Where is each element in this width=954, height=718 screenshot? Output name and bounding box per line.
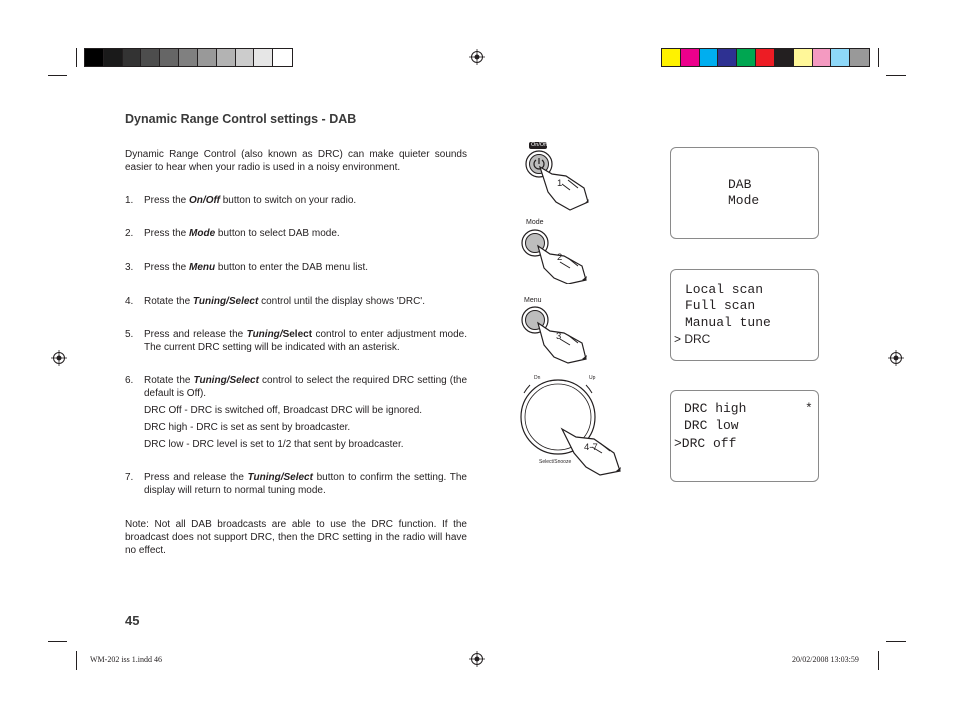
step-number: 7. bbox=[125, 472, 134, 483]
step-number: 1. bbox=[125, 195, 134, 206]
crop-mark bbox=[886, 75, 906, 76]
lcd-line: DRC low bbox=[684, 418, 739, 433]
hand-press-icon bbox=[520, 228, 592, 284]
dial-select-label: Select/Snooze bbox=[539, 459, 572, 465]
lcd-line: Full scan bbox=[685, 298, 756, 313]
footer-timestamp: 20/02/2008 13:03:59 bbox=[792, 655, 859, 664]
step-3: 3. Press the Menu button to enter the DAB menu list. bbox=[125, 262, 369, 273]
onoff-label: On/Off bbox=[531, 142, 548, 148]
step-6: 6. Rotate the Tuning/Select control to select the required DRC setting (the default is Off). bbox=[125, 375, 468, 399]
step-7: 7. Press and release the Tuning/Select button to confirm the setting. The display will return to normal tuning mode. bbox=[125, 472, 467, 496]
drc-option-high: DRC high - DRC is set as sent by broadcaster. bbox=[144, 422, 351, 433]
footer-file-name: WM-202 iss 1.indd 46 bbox=[90, 655, 162, 664]
intro-paragraph: Dynamic Range Control (also known as DRC) can make quieter sounds easier to hear when your radio is used in a noisy environment. bbox=[125, 149, 467, 173]
crop-mark bbox=[878, 651, 879, 670]
lcd-line: Mode bbox=[728, 193, 760, 208]
step-2: 2. Press the Mode button to select DAB mode. bbox=[125, 228, 340, 239]
step-number: 6. bbox=[125, 375, 134, 386]
step-1: 1. Press the On/Off button to switch on your radio. bbox=[125, 195, 357, 206]
dial-up-label: Up bbox=[589, 375, 596, 381]
step-number: 3. bbox=[125, 262, 134, 273]
registration-mark-icon bbox=[469, 651, 485, 667]
step-5: 5. Press and release the Tuning/Select control to enter adjustment mode. The current DRC setting will be indicated with an asterisk. bbox=[125, 329, 467, 353]
registration-mark-icon bbox=[469, 49, 485, 65]
drc-option-off: DRC Off - DRC is switched off, Broadcast DRC will be ignored. bbox=[144, 405, 423, 416]
crop-mark bbox=[76, 48, 77, 67]
crop-mark bbox=[48, 75, 67, 76]
mode-label: Mode bbox=[526, 219, 544, 226]
lcd-line-selected: > DRC bbox=[674, 332, 711, 346]
step-4: 4. Rotate the Tuning/Select control until the display shows 'DRC'. bbox=[125, 296, 425, 307]
lcd-line-selected: >DRC off bbox=[674, 436, 737, 451]
page-number: 45 bbox=[125, 613, 140, 628]
crop-mark bbox=[76, 651, 77, 670]
registration-mark-icon bbox=[888, 350, 904, 366]
lcd-line: Manual tune bbox=[685, 315, 771, 330]
note-paragraph: Note: Not all DAB broadcasts are able to use the DRC function. If the broadcast does not support DRC, then the DRC setting in the radio will have no effect. bbox=[125, 519, 467, 556]
dial-hand-icon bbox=[518, 375, 630, 477]
step-number: 2. bbox=[125, 228, 134, 239]
lcd-display-menu bbox=[670, 269, 819, 361]
crop-mark bbox=[886, 641, 906, 642]
drc-option-low: DRC low - DRC level is set to 1/2 that sent by broadcaster. bbox=[144, 439, 404, 450]
menu-label: Menu bbox=[524, 297, 542, 304]
step-number: 4. bbox=[125, 296, 134, 307]
lcd-display-drc bbox=[670, 390, 819, 482]
lcd-line: Local scan bbox=[685, 282, 764, 297]
section-heading: Dynamic Range Control settings - DAB bbox=[125, 112, 357, 126]
step-marker: 2 bbox=[557, 252, 563, 263]
step-number: 5. bbox=[125, 329, 134, 340]
grey-calibration-bar bbox=[84, 48, 293, 67]
registration-mark-icon bbox=[51, 350, 67, 366]
lcd-display-dab-mode bbox=[670, 147, 819, 239]
crop-mark bbox=[48, 641, 67, 642]
step-marker: 1 bbox=[557, 178, 563, 189]
hand-press-icon bbox=[522, 140, 592, 212]
dial-down-label: Dn bbox=[534, 375, 541, 381]
step-marker: 3 bbox=[556, 331, 562, 342]
lcd-asterisk: * bbox=[805, 401, 813, 416]
lcd-line: DRC high bbox=[684, 401, 747, 416]
lcd-line: DAB bbox=[728, 177, 752, 192]
step-marker: 4-7 bbox=[584, 442, 598, 453]
crop-mark bbox=[878, 48, 879, 67]
color-calibration-bar bbox=[661, 48, 870, 67]
